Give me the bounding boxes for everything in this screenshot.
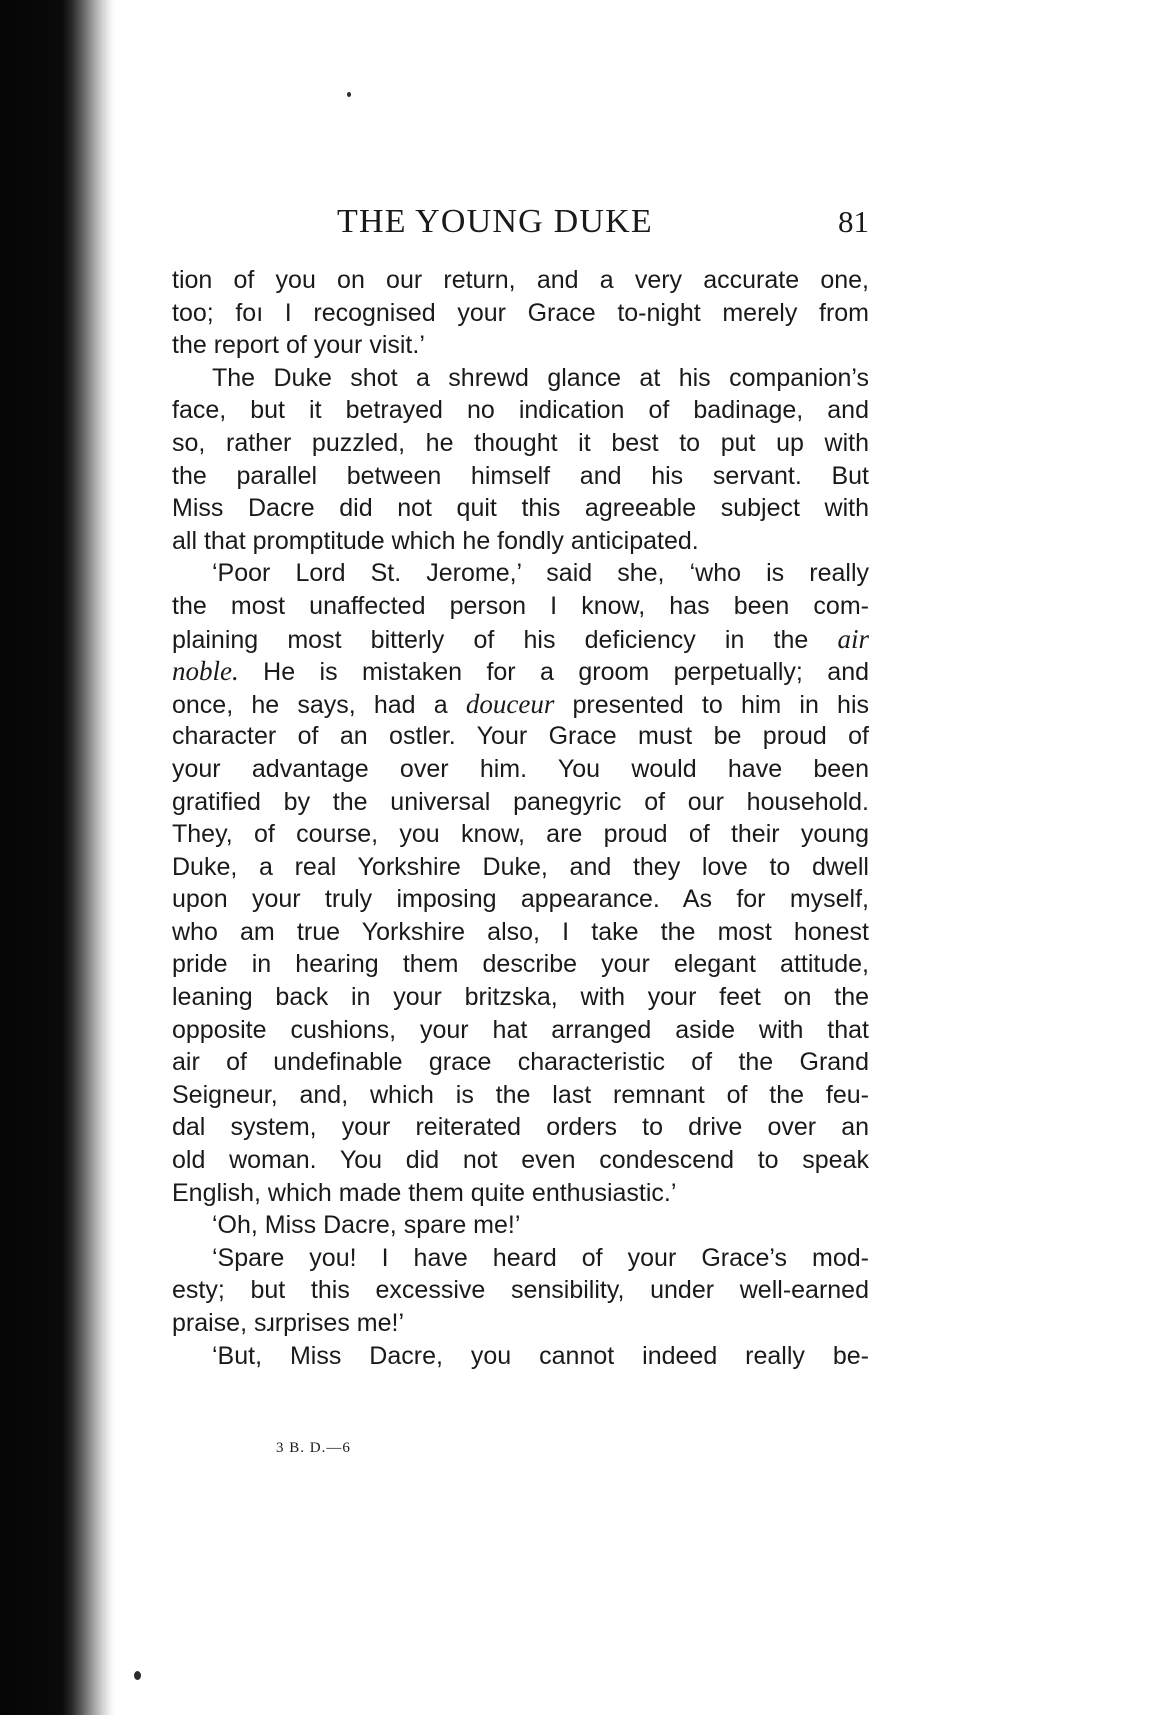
page-number: 81 — [838, 204, 869, 239]
italic-phrase: noble. — [172, 656, 239, 687]
text-line: ‘Poor Lord St. Jerome,’ said she, ‘who is really — [212, 559, 869, 588]
text-line: pride in hearing them describe your elegant attitude, — [172, 950, 869, 979]
print-speck — [347, 92, 351, 97]
text-line: They, of course, you know, are proud of their young — [172, 820, 869, 849]
text-line — [172, 655, 869, 688]
text-run: He is mistaken for a groom perpetually; and — [263, 658, 869, 687]
text-line: esty; but this excessive sensibility, under well-earned — [172, 1276, 869, 1305]
text-line: old woman. You did not even condescend to speak — [172, 1146, 869, 1175]
text-line: ‘Spare you! I have heard of your Grace’s mod- — [212, 1243, 869, 1272]
print-speck — [134, 1671, 141, 1680]
text-line: Seigneur, and, which is the last remnant of the feu- — [172, 1080, 869, 1109]
text-line: too; foı I recognised your Grace to-night merely from — [172, 298, 869, 327]
text-line: The Duke shot a shrewd glance at his companion’s — [212, 363, 869, 392]
text-run: once, he says, had a — [172, 690, 448, 719]
text-line — [172, 688, 869, 721]
text-run: plaining most bitterly of his deficiency in the — [172, 625, 809, 654]
text-line: upon your truly imposing appearance. As for myself, — [172, 885, 869, 914]
text-line: character of an ostler. Your Grace must be proud of — [172, 722, 869, 751]
italic-phrase: douceur — [465, 688, 555, 719]
text-line: tion of you on our return, and a very accurate one, — [172, 266, 869, 294]
text-line: so, rather puzzled, he thought it best to put up with — [172, 428, 869, 457]
text-line: face, but it betrayed no indication of badinage, and — [172, 396, 869, 425]
text-line: English, which made them quite enthusiastic.’ — [172, 1178, 677, 1207]
text-line — [172, 623, 869, 656]
text-line: the parallel between himself and his servant. But — [172, 461, 869, 490]
text-line: ‘But, Miss Dacre, you cannot indeed really be- — [212, 1341, 869, 1370]
body-text — [172, 264, 869, 1372]
text-line: air of undefinable grace characteristic of the Grand — [172, 1048, 869, 1077]
text-line: gratified by the universal panegyric of our household. — [172, 787, 869, 816]
text-run: presented to him in his — [572, 690, 870, 719]
binding-gutter-shadow — [0, 0, 115, 1715]
text-line: Miss Dacre did not quit this agreeable subject with — [172, 494, 869, 523]
running-title: THE YOUNG DUKE — [337, 203, 653, 240]
running-head — [172, 202, 869, 242]
text-line: all that promptitude which he fondly anticipated. — [172, 526, 699, 555]
text-line: ‘Oh, Miss Dacre, spare me!’ — [212, 1211, 521, 1240]
text-line: your advantage over him. You would have been — [172, 754, 869, 783]
text-line: Duke, a real Yorkshire Duke, and they love to dwell — [172, 852, 869, 881]
text-line: the report of your visit.’ — [172, 331, 425, 360]
signature-mark: 3 B. D.—6 — [276, 1440, 351, 1456]
text-line: who am true Yorkshire also, I take the most honest — [172, 917, 869, 946]
text-line: praise, sɹrprises me!’ — [172, 1309, 404, 1337]
italic-phrase: air — [837, 623, 869, 654]
text-line: the most unaffected person I know, has been com- — [172, 591, 869, 620]
text-line: leaning back in your britzska, with your feet on the — [172, 983, 869, 1012]
text-line: dal system, your reiterated orders to drive over an — [172, 1113, 869, 1142]
text-line: opposite cushions, your hat arranged aside with that — [172, 1015, 869, 1044]
